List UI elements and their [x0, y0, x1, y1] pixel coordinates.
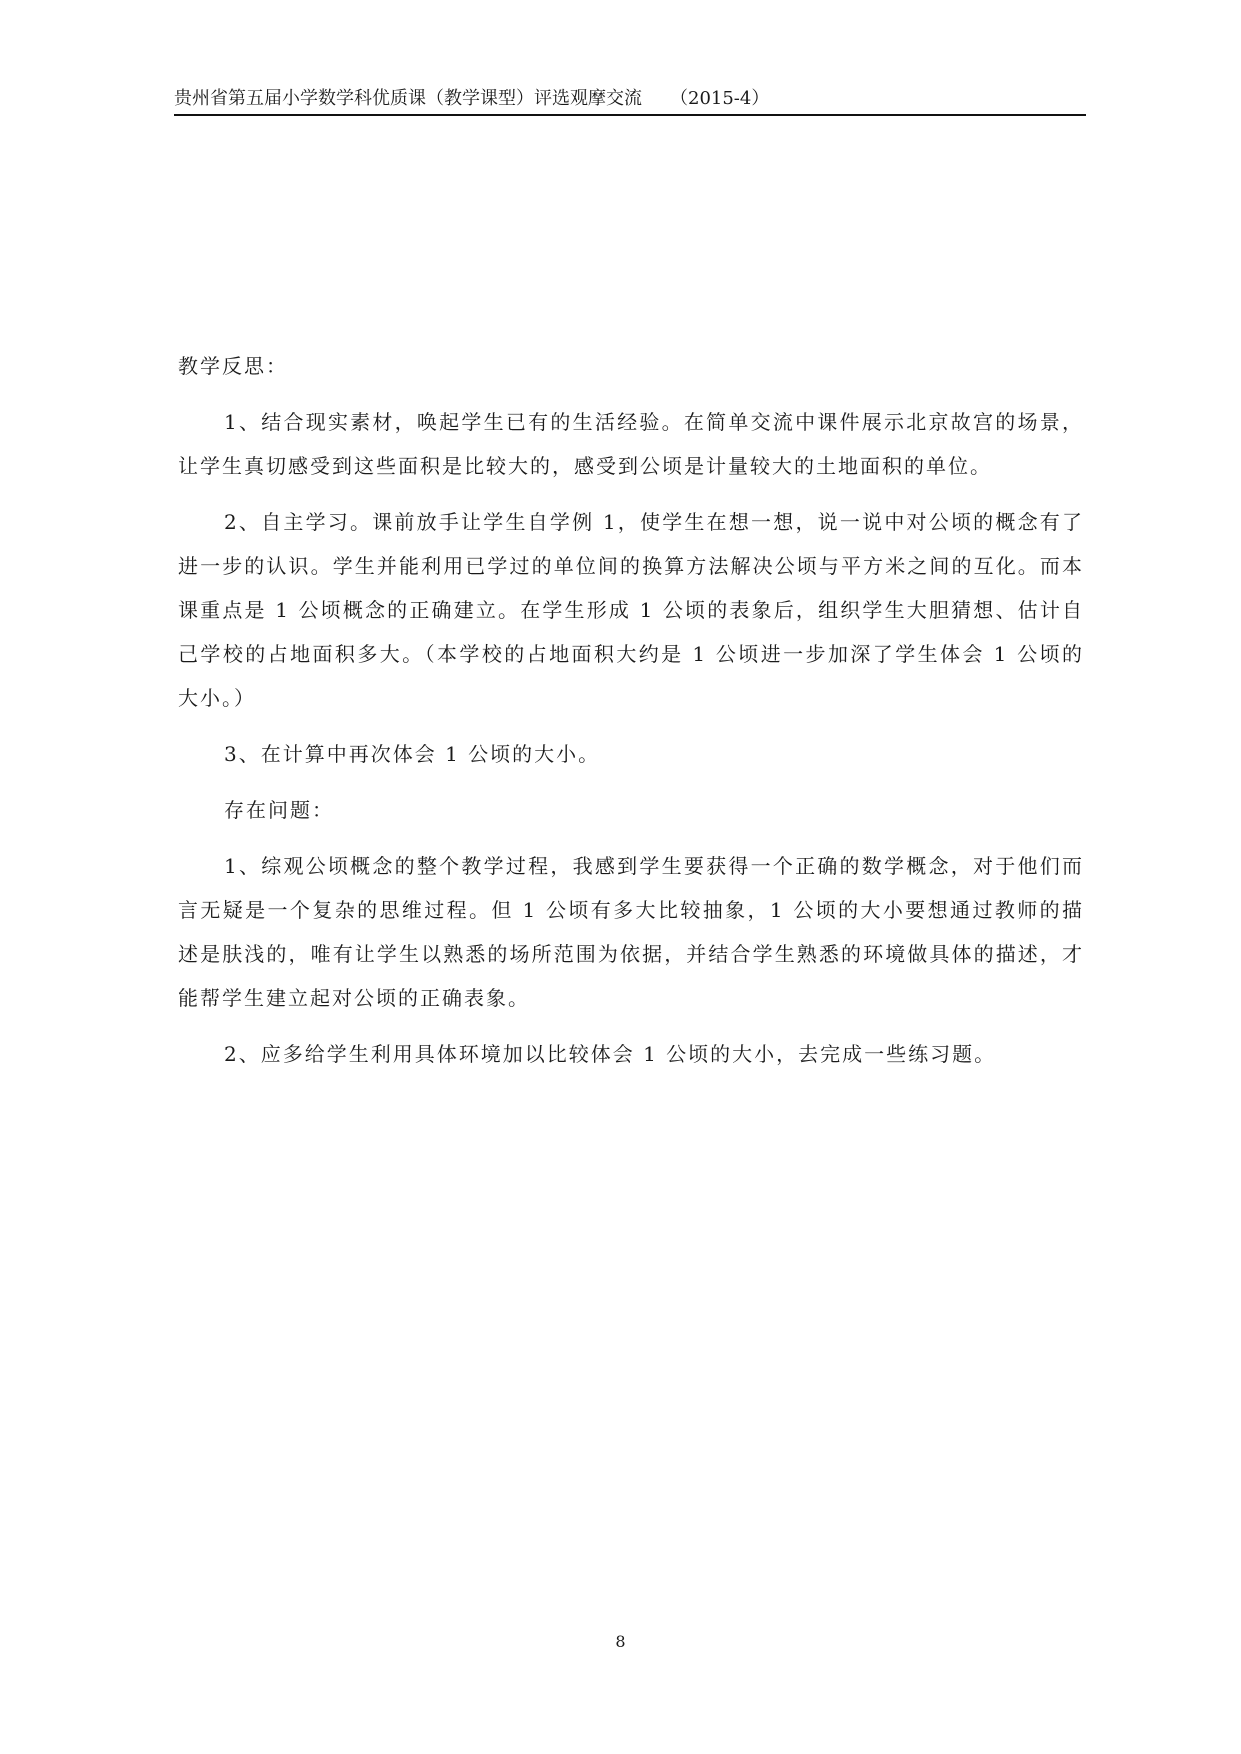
reflection-item-1: 1、结合现实素材，唤起学生已有的生活经验。在简单交流中课件展示北京故宫的场景，让学生真切感受到这些面积是比较大的，感受到公顷是计量较大的土地面积的单位。: [178, 410, 1084, 478]
problem-item-1: 1、综观公顷概念的整个教学过程，我感到学生要获得一个正确的数学概念，对于他们而言无疑是一个复杂的思维过程。但 1 公顷有多大比较抽象，1 公顷的大小要想通过教师的描述是肤浅的，唯有让学生以熟悉的场所范围为依据，并结合学生熟悉的环境做具体的描述，才能帮学生建立起对公顷的正确表象。: [178, 854, 1084, 1010]
problems-heading: 存在问题：: [224, 798, 334, 822]
document-body: [178, 344, 1084, 1076]
reflection-item-3: 3、在计算中再次体会 1 公顷的大小。: [224, 742, 601, 766]
header-issue: （2015-4）: [670, 88, 770, 109]
page-number: 8: [615, 1632, 626, 1651]
reflection-item-2: 2、自主学习。课前放手让学生自学例 1，使学生在想一想，说一说中对公顷的概念有了进一步的认识。学生并能利用已学过的单位间的换算方法解决公顷与平方米之间的互化。而本课重点是 1 公顷概念的正确建立。在学生形成 1 公顷的表象后，组织学生大胆猜想、估计自己学校的占地面积多大。（本学校的占地面积大约是 1 公顷进一步加深了学生体会 1 公顷的大小。）: [178, 510, 1084, 710]
page-header: [174, 84, 1086, 116]
problem-item-2: 2、应多给学生利用具体环境加以比较体会 1 公顷的大小，去完成一些练习题。: [224, 1042, 997, 1066]
reflection-heading: 教学反思：: [178, 354, 288, 378]
header-title: 贵州省第五届小学数学科优质课（教学课型）评选观摩交流: [174, 88, 642, 109]
